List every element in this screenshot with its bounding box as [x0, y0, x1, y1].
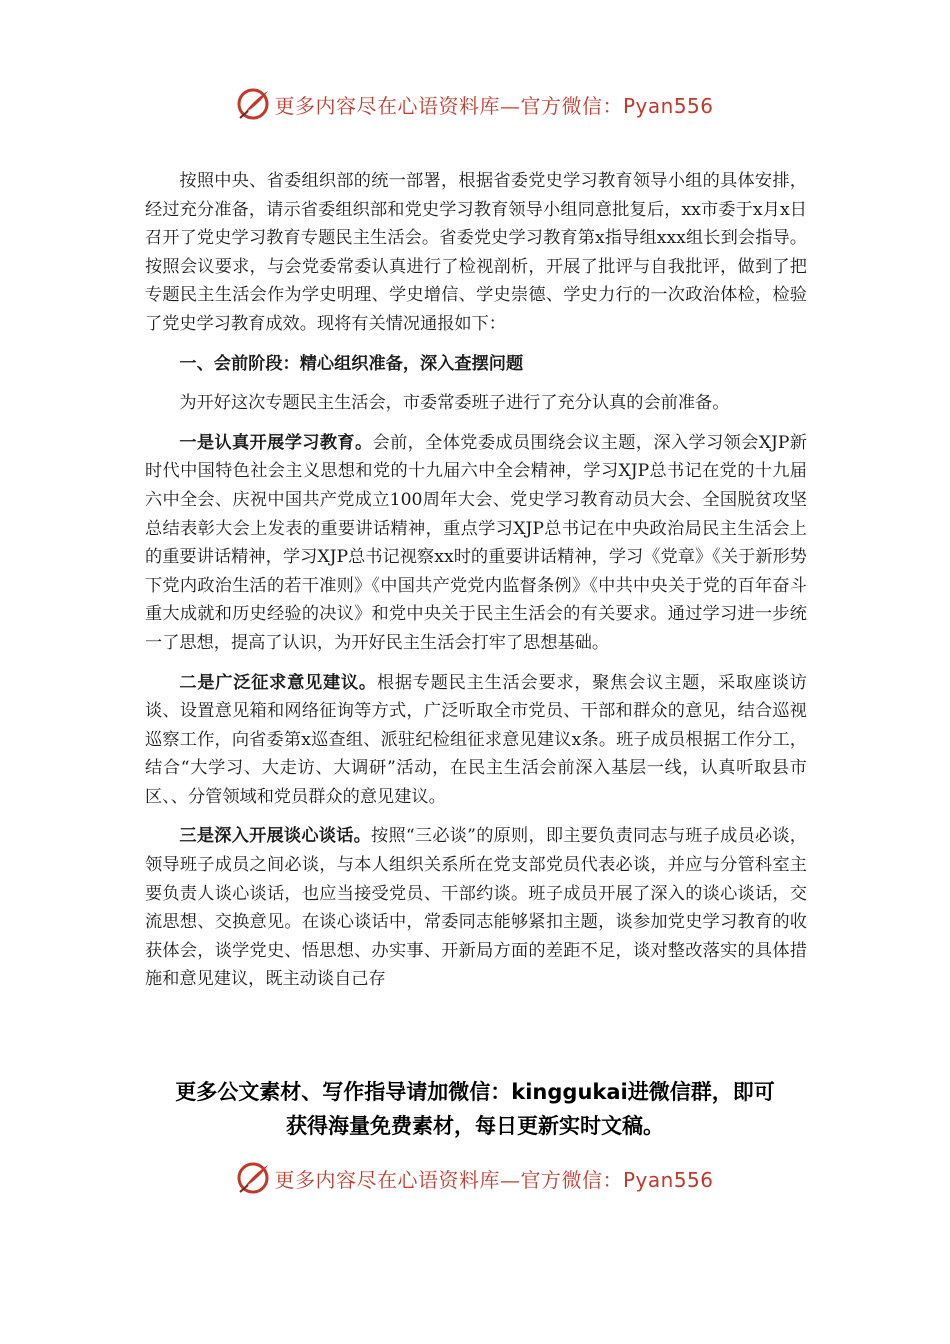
point-1-lead: 一是认真开展学习教育。: [179, 432, 373, 453]
point-1-paragraph: [145, 429, 807, 658]
banner-text: 更多内容尽在心语资料库—官方微信：Pyan556: [274, 93, 714, 118]
footer-watermark-banner: [0, 1158, 950, 1198]
section-intro-paragraph: 为开好这次专题民主生活会，市委常委班子进行了充分认真的会前准备。: [179, 393, 730, 414]
section-heading: 一、会前阶段：精心组织准备，深入查摆问题: [179, 353, 524, 374]
header-watermark-banner: [0, 84, 950, 124]
point-2-paragraph: [145, 669, 807, 812]
quill-logo-icon: [236, 87, 270, 121]
point-3-lead: 三是深入开展谈心谈话。: [179, 826, 372, 847]
banner-wechat-id: Pyan556: [622, 1167, 714, 1192]
point-2-body: 根据专题民主生活会要求，聚焦会议主题，采取座谈访谈、设置意见箱和网络征询等方式，广泛听取全市党员、干部和群众的意见，结合巡视巡察工作，向省委第x巡查组、派驻纪检组征求意见建议x条。班子成员根据工作分工，结合“大学习、大走访、大调研”活动，在民主生活会前深入基层一线，认真听取县市区、、分管领域和党员群众的意见建议。: [145, 672, 807, 807]
banner-text: 更多内容尽在心语资料库—官方微信：Pyan556: [274, 1167, 714, 1192]
point-2-lead: 二是广泛征求意见建议。: [179, 672, 377, 693]
intro-paragraph: 按照中央、省委组织部的统一部署，根据省委党史学习教育领导小组的具体安排，经过充分准备，请示省委组织部和党史学习教育领导小组同意批复后，xx市委于x月x日召开了党史学习教育专题民主生活会。省委党史学习教育第x指导组xxx组长到会指导。按照会议要求，与会党委常委认真进行了检视剖析，开展了批评与自我批评，做到了把专题民主生活会作为学史明理、学史增信、学史崇德、学史力行的一次政治体检，检验了党史学习教育成效。现将有关情况通报如下：: [145, 171, 807, 334]
banner-wechat-id: Pyan556: [622, 93, 714, 118]
quill-logo-icon: [236, 1161, 270, 1195]
promo-line-1: 更多公文素材、写作指导请加微信：kinggukai进微信群，即可: [175, 1080, 775, 1104]
point-3-paragraph: [145, 822, 807, 990]
promo-line-2: 获得海量免费素材，每日更新实时文稿。: [286, 1114, 664, 1138]
promo-block: [120, 1075, 830, 1143]
point-1-body: 会前，全体党委成员围绕会议主题，深入学习领会XJP新时代中国特色社会主义思想和党的十九届六中全会精神，学习XJP总书记在党的十九届六中全会、庆祝中国共产党成立100周年大会、党史学习教育动员大会、全国脱贫攻坚总结表彰大会上发表的重要讲话精神，重点学习XJP总书记在中央政治局民主生活会上的重要讲话精神，学习XJP总书记视察xx时的重要讲话精神，学习《党章》《关于新形势下党内政治生活的若干准则》《中国共产党党内监督条例》《中共中央关于党的百年奋斗重大成就和历史经验的决议》和党中央关于民主生活会的有关要求。通过学习进一步统一了思想，提高了认识，为开好民主生活会打牢了思想基础。: [145, 432, 807, 653]
document-body: [145, 167, 807, 990]
point-3-body: 按照“三必谈”的原则，即主要负责同志与班子成员必谈，领导班子成员之间必谈，与本人组织关系所在党支部党员代表必谈，并应与分管科室主要负责人谈心谈话，也应当接受党员、干部约谈。班子成员开展了深入的谈心谈话，交流思想、交换意见。在谈心谈话中，常委同志能够紧扣主题，谈参加党史学习教育的收获体会，谈学党史、悟思想、办实事、开新局方面的差距不足，谈对整改落实的具体措施和意见建议，既主动谈自己存: [145, 826, 807, 990]
